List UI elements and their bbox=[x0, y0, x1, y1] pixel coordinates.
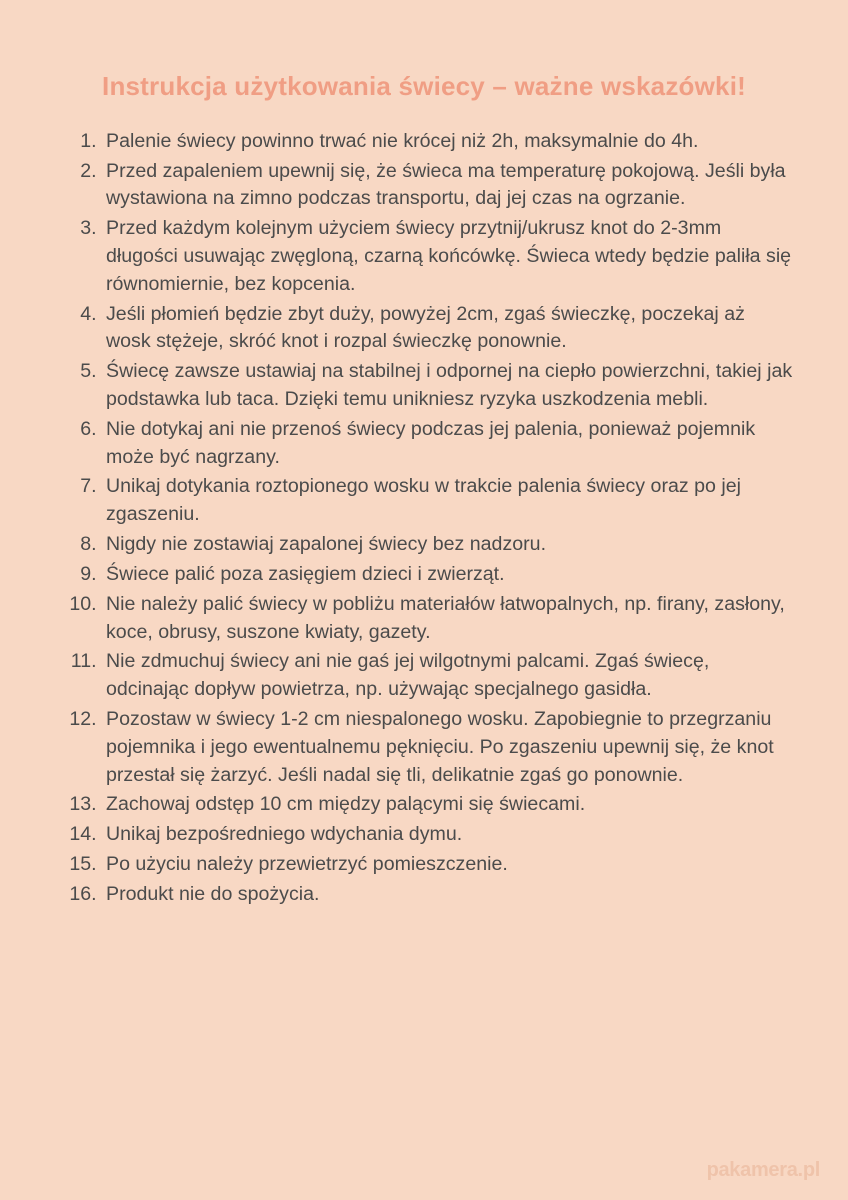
list-item: 12. Pozostaw w świecy 1-2 cm niespalonego wosku. Zapobiegnie to przegrzaniu pojemnika i jego ewentualnemu pęknięciu. Po zgaszeniu upewnij się, że knot przestał się żarzyć. Jeśli nadal się tli, delikatnie zgaś go ponownie. bbox=[102, 706, 794, 789]
list-item: 4. Jeśli płomień będzie zbyt duży, powyżej 2cm, zgaś świeczkę, poczekaj aż wosk stężeje, skróć knot i rozpal świeczkę ponownie. bbox=[102, 301, 794, 357]
list-item: 1. Palenie świecy powinno trwać nie krócej niż 2h, maksymalnie do 4h. bbox=[102, 128, 794, 156]
list-item: 2. Przed zapaleniem upewnij się, że świeca ma temperaturę pokojową. Jeśli była wystawiona na zimno podczas transportu, daj jej czas na ogrzanie. bbox=[102, 158, 794, 214]
instructions-list bbox=[40, 128, 808, 909]
list-item: 9. Świece palić poza zasięgiem dzieci i zwierząt. bbox=[102, 561, 794, 589]
list-item: 8. Nigdy nie zostawiaj zapalonej świecy bez nadzoru. bbox=[102, 531, 794, 559]
list-item: 7. Unikaj dotykania roztopionego wosku w trakcie palenia świecy oraz po jej zgaszeniu. bbox=[102, 473, 794, 529]
list-item: 11. Nie zdmuchuj świecy ani nie gaś jej wilgotnymi palcami. Zgaś świecę, odcinając dopływ powietrza, np. używając specjalnego gasidła. bbox=[102, 648, 794, 704]
watermark-logo: pakamera.pl bbox=[706, 1159, 820, 1181]
list-item: 14. Unikaj bezpośredniego wdychania dymu. bbox=[102, 821, 794, 849]
list-item: 5. Świecę zawsze ustawiaj na stabilnej i odpornej na ciepło powierzchni, takiej jak podstawka lub taca. Dzięki temu unikniesz ryzyka uszkodzenia mebli. bbox=[102, 358, 794, 414]
list-item: 16. Produkt nie do spożycia. bbox=[102, 881, 794, 909]
list-item: 10. Nie należy palić świecy w pobliżu materiałów łatwopalnych, np. firany, zasłony, koce, obrusy, suszone kwiaty, gazety. bbox=[102, 591, 794, 647]
list-item: 6. Nie dotykaj ani nie przenoś świecy podczas jej palenia, ponieważ pojemnik może być nagrzany. bbox=[102, 416, 794, 472]
list-item: 15. Po użyciu należy przewietrzyć pomieszczenie. bbox=[102, 851, 794, 879]
page-title: Instrukcja użytkowania świecy – ważne wskazówki! bbox=[102, 71, 746, 101]
list-item: 3. Przed każdym kolejnym użyciem świecy przytnij/ukrusz knot do 2-3mm długości usuwając zwęgloną, czarną końcówkę. Świeca wtedy będzie paliła się równomiernie, bez kopcenia. bbox=[102, 215, 794, 298]
list-item: 13. Zachowaj odstęp 10 cm między palącymi się świecami. bbox=[102, 791, 794, 819]
